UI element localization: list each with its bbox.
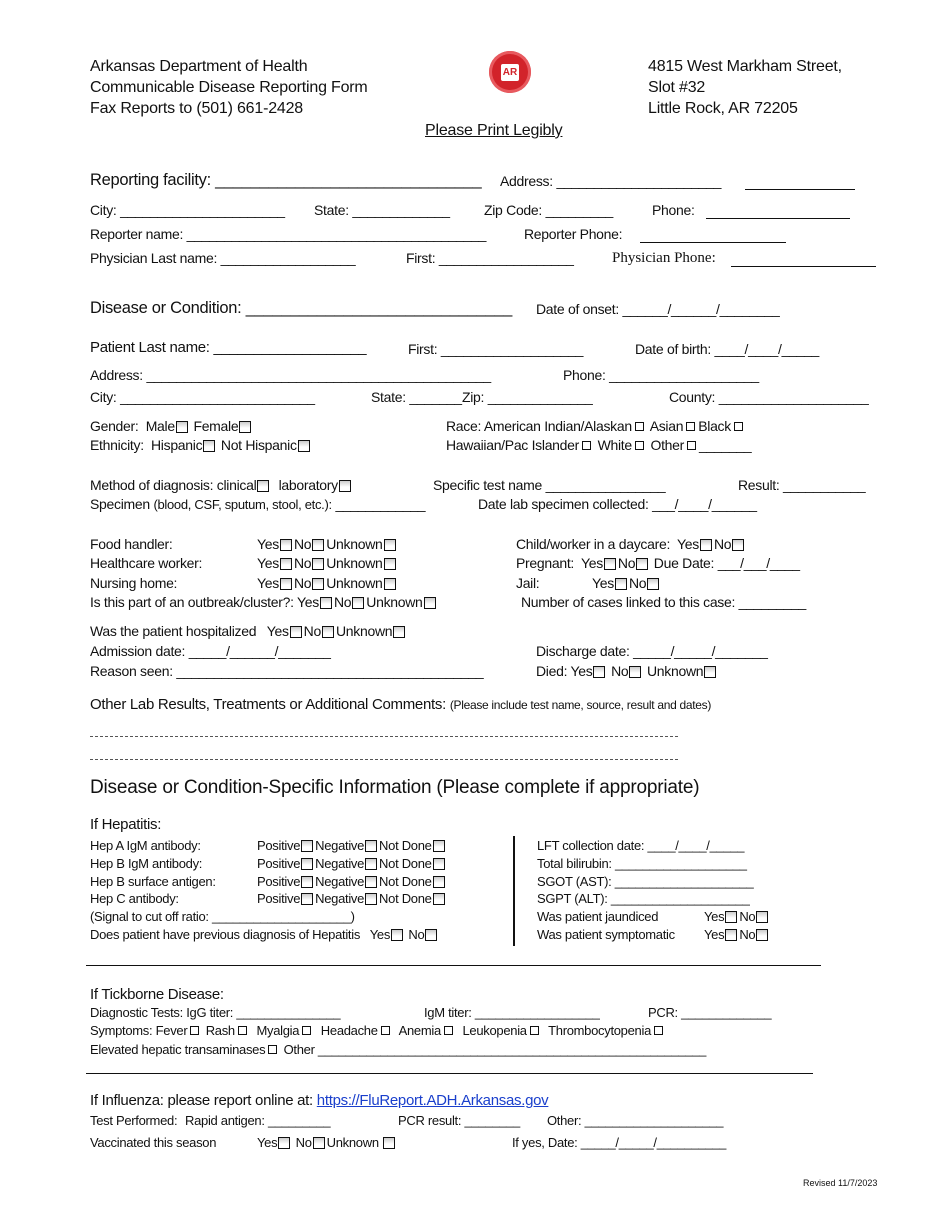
vaccination-date-field[interactable]: If yes, Date: _____/_____/__________ (512, 1135, 726, 1150)
leukopenia-label: Leukopenia (462, 1023, 527, 1038)
food-handler-unknown-checkbox[interactable] (384, 539, 396, 551)
hep-a-options (257, 837, 447, 855)
hep-b-igm-label: Hep B IgM antibody: (90, 856, 203, 871)
no-label: No (713, 536, 732, 552)
unknown-label: Unknown (646, 663, 704, 679)
reason-seen-field[interactable]: Reason seen: _________________________________________ (90, 663, 484, 679)
food-handler-options (257, 535, 398, 553)
pregnant-yes-checkbox[interactable] (604, 558, 616, 570)
flu-other-field[interactable]: Other: ____________________ (547, 1113, 724, 1128)
facility-address-field[interactable]: Address: ______________________ (500, 173, 722, 189)
black-label: Black (698, 418, 731, 434)
patient-state-field[interactable]: State: _______ (371, 389, 462, 405)
phone-field[interactable] (706, 218, 850, 219)
sgot-field[interactable]: SGOT (AST): ____________________ (537, 874, 754, 889)
date-of-onset-field[interactable]: Date of onset: ______/______/________ (536, 301, 780, 317)
comments-line-1[interactable] (90, 736, 678, 737)
result-field[interactable]: Result: ___________ (738, 477, 866, 493)
sgpt-field[interactable]: SGPT (ALT): ____________________ (537, 891, 750, 906)
fax-number: Fax Reports to (501) 661-2428 (90, 100, 303, 117)
reporter-phone-field[interactable] (640, 242, 786, 243)
hospitalized-label: Was the patient hospitalized (90, 623, 257, 639)
white-label: White (597, 437, 632, 453)
daycare-no-checkbox[interactable] (732, 539, 744, 551)
patient-county-field[interactable]: County: ____________________ (669, 389, 869, 405)
fever-label: Fever (155, 1023, 188, 1038)
nursing-no-checkbox[interactable] (312, 578, 324, 590)
hep-b-igm-negative-checkbox[interactable] (365, 858, 377, 870)
no-label: No (303, 623, 321, 639)
zip-field[interactable]: Zip Code: _________ (484, 202, 613, 218)
signal-cutoff-ratio-field[interactable]: (Signal to cut off ratio: ____________________) (90, 909, 355, 924)
positive-label: Positive (257, 856, 301, 871)
died-label: Died: (536, 663, 568, 679)
jail-no-checkbox[interactable] (647, 578, 659, 590)
tickborne-other-field[interactable]: Other ________________________________________________________ (283, 1042, 706, 1057)
igm-titer-field[interactable]: IgM titer: __________________ (424, 1005, 600, 1020)
pcr-result-field[interactable]: PCR result: ________ (398, 1113, 520, 1128)
specimen-hint: (blood, CSF, sputum, stool, etc.): (153, 497, 332, 512)
female-checkbox[interactable] (239, 421, 251, 433)
food-handler-no-checkbox[interactable] (312, 539, 324, 551)
race-row-2 (446, 436, 751, 454)
healthcare-worker-label: Healthcare worker: (90, 555, 203, 571)
specimen-field[interactable]: ____________ (335, 496, 426, 512)
date-specimen-collected-field[interactable]: Date lab specimen collected: ___/____/______ (478, 496, 757, 512)
healthcare-unknown-checkbox[interactable] (384, 558, 396, 570)
hepatitis-heading: If Hepatitis: (90, 816, 162, 833)
black-checkbox[interactable] (734, 422, 743, 431)
unknown-label: Unknown (326, 575, 383, 591)
yes-label: Yes (580, 555, 603, 571)
unknown-label: Unknown (335, 623, 393, 639)
hep-c-antibody-label: Hep C antibody: (90, 891, 179, 906)
no-label: No (293, 536, 312, 552)
section-divider (86, 965, 821, 966)
american-indian-checkbox[interactable] (635, 422, 644, 431)
previous-hepatitis-label: Does patient have previous diagnosis of Hepatitis (90, 927, 361, 942)
race-row (446, 417, 746, 435)
hep-b-surface-positive-checkbox[interactable] (301, 876, 313, 888)
hep-b-igm-options (257, 855, 447, 873)
other-race-checkbox[interactable] (687, 441, 696, 450)
specimen-row (90, 495, 425, 514)
address-underline (745, 189, 855, 190)
healthcare-worker-options (257, 554, 398, 572)
headache-label: Headache (320, 1023, 378, 1038)
disease-condition-field[interactable]: Disease or Condition: ______________________________ (90, 299, 513, 317)
clinical-label: Method of diagnosis: clinical (90, 477, 257, 493)
outbreak-row (90, 593, 438, 611)
yes-label: Yes (592, 575, 614, 591)
city-field[interactable]: City: ______________________ (90, 202, 285, 218)
jail-label: Jail: (516, 575, 540, 591)
reporter-name-field[interactable]: Reporter name: ________________________________________ (90, 226, 487, 242)
comments-label: Other Lab Results, Treatments or Additional Comments: (90, 696, 446, 713)
symptomatic-label: Was patient symptomatic (537, 927, 675, 942)
male-checkbox[interactable] (176, 421, 188, 433)
address-line-2: Slot #32 (648, 79, 706, 96)
not-done-label: Not Done (379, 874, 432, 889)
elevated-row (90, 1041, 706, 1059)
adh-logo (489, 51, 531, 93)
thrombocytopenia-label: Thrombocytopenia (548, 1023, 651, 1038)
female-label: Female (193, 418, 239, 434)
headache-checkbox[interactable] (381, 1026, 390, 1035)
myalgia-checkbox[interactable] (302, 1026, 311, 1035)
unknown-label: Unknown (366, 594, 423, 610)
jaundiced-no-checkbox[interactable] (756, 911, 768, 923)
address-line-1: 4815 West Markham Street, (648, 58, 842, 75)
no-label: No (293, 555, 312, 571)
previous-hepatitis-row (90, 926, 439, 944)
hep-c-options (257, 890, 447, 908)
admission-date-field[interactable]: Admission date: _____/______/_______ (90, 643, 331, 659)
no-label: No (333, 594, 352, 610)
no-label: No (739, 909, 756, 924)
not-done-label: Not Done (379, 891, 432, 906)
symptoms-row (90, 1022, 666, 1040)
healthcare-no-checkbox[interactable] (312, 558, 324, 570)
hispanic-checkbox[interactable] (203, 440, 215, 452)
test-performed-label: Test Performed: (90, 1113, 178, 1128)
other-race-label: Other (650, 437, 684, 453)
asian-checkbox[interactable] (686, 422, 695, 431)
symptomatic-options (704, 926, 770, 944)
patient-phone-field[interactable]: Phone: ____________________ (563, 367, 759, 383)
hawaiian-label: Hawaiian/Pac Islander (446, 437, 579, 453)
laboratory-checkbox[interactable] (339, 480, 351, 492)
no-label: No (295, 1135, 312, 1150)
died-yes-checkbox[interactable] (593, 666, 605, 678)
not-done-label: Not Done (379, 838, 432, 853)
jaundiced-options (704, 908, 770, 926)
ethnicity-row (90, 436, 312, 454)
address-line-3: Little Rock, AR 72205 (648, 100, 798, 117)
thrombocytopenia-checkbox[interactable] (654, 1026, 663, 1035)
negative-label: Negative (315, 874, 365, 889)
elevated-transaminases-label: Elevated hepatic transaminases (90, 1042, 266, 1057)
nursing-yes-checkbox[interactable] (280, 578, 292, 590)
gender-row (90, 417, 253, 435)
outbreak-unknown-checkbox[interactable] (424, 597, 436, 609)
hep-c-not-done-checkbox[interactable] (433, 893, 445, 905)
yes-label: Yes (297, 594, 319, 610)
died-no-checkbox[interactable] (629, 666, 641, 678)
cases-linked-field[interactable]: Number of cases linked to this case: _________ (521, 594, 807, 610)
hepatitis-column-divider (513, 836, 515, 946)
laboratory-label: laboratory (278, 477, 338, 493)
outbreak-yes-checkbox[interactable] (320, 597, 332, 609)
org-name: Arkansas Department of Health (90, 58, 308, 75)
reporter-phone-label: Reporter Phone: (524, 226, 623, 242)
yes-label: Yes (704, 909, 725, 924)
pregnant-no-checkbox[interactable] (636, 558, 648, 570)
jail-yes-checkbox[interactable] (615, 578, 627, 590)
hep-b-igm-not-done-checkbox[interactable] (433, 858, 445, 870)
due-date-field[interactable]: Due Date: ___/___/____ (653, 555, 800, 571)
physician-last-name-field[interactable]: Physician Last name: __________________ (90, 250, 356, 266)
patient-first-name-field[interactable]: First: ___________________ (408, 341, 584, 357)
physician-first-name-field[interactable]: First: __________________ (406, 250, 574, 266)
rapid-antigen-field[interactable]: Rapid antigen: _________ (185, 1113, 331, 1128)
unknown-label: Unknown (326, 555, 383, 571)
diagnosis-method-row (90, 476, 353, 494)
reporting-facility-field[interactable]: Reporting facility: ______________________________ (90, 171, 482, 189)
pregnant-row (516, 554, 800, 572)
hawaiian-checkbox[interactable] (582, 441, 591, 450)
nursing-home-label: Nursing home: (90, 575, 178, 591)
not-hispanic-label: Not Hispanic (220, 437, 297, 453)
form-title: Communicable Disease Reporting Form (90, 79, 368, 96)
patient-last-name-field[interactable]: Patient Last name: ___________________ (90, 339, 367, 356)
flu-report-link[interactable]: https://FluReport.ADH.Arkansas.gov (316, 1092, 549, 1109)
food-handler-yes-checkbox[interactable] (280, 539, 292, 551)
discharge-date-field[interactable]: Discharge date: _____/_____/_______ (536, 643, 768, 659)
hep-b-surface-options (257, 873, 447, 891)
specific-test-name-field[interactable]: Specific test name ________________ (433, 477, 666, 493)
jaundiced-yes-checkbox[interactable] (725, 911, 737, 923)
anemia-checkbox[interactable] (444, 1026, 453, 1035)
hep-b-igm-positive-checkbox[interactable] (301, 858, 313, 870)
hospitalized-unknown-checkbox[interactable] (393, 626, 405, 638)
hep-a-not-done-checkbox[interactable] (433, 840, 445, 852)
yes-label: Yes (266, 623, 289, 639)
daycare-row (516, 535, 746, 553)
comments-hint: (Please include test name, source, result and dates) (449, 698, 712, 712)
outbreak-no-checkbox[interactable] (352, 597, 364, 609)
asian-label: Asian (649, 418, 684, 434)
hep-c-negative-checkbox[interactable] (365, 893, 377, 905)
previous-hepatitis-no-checkbox[interactable] (425, 929, 437, 941)
total-bilirubin-field[interactable]: Total bilirubin: ___________________ (537, 856, 747, 871)
hospitalized-yes-checkbox[interactable] (290, 626, 302, 638)
pregnant-label: Pregnant: (516, 555, 575, 571)
specific-info-heading: Disease or Condition-Specific Information (Please complete if appropriate) (90, 777, 700, 798)
yes-label: Yes (257, 1135, 278, 1150)
yes-label: Yes (257, 555, 279, 571)
vaccinated-unknown-checkbox[interactable] (383, 1137, 395, 1149)
negative-label: Negative (315, 856, 365, 871)
revised-date: Revised 11/7/2023 (803, 1178, 878, 1188)
hep-c-positive-checkbox[interactable] (301, 893, 313, 905)
date-of-birth-field[interactable]: Date of birth: ____/____/_____ (635, 341, 820, 357)
gender-label: Gender: (90, 418, 139, 434)
no-label: No (293, 575, 312, 591)
other-race-field[interactable]: _______ (699, 437, 752, 453)
race-american-indian-label: Race: American Indian/Alaskan (446, 418, 632, 434)
yes-label: Yes (677, 536, 699, 552)
unknown-label: Unknown (326, 536, 383, 552)
tickborne-heading: If Tickborne Disease: (90, 986, 224, 1003)
myalgia-label: Myalgia (256, 1023, 300, 1038)
physician-phone-label: Physician Phone: (612, 250, 716, 266)
vaccinated-label: Vaccinated this season (90, 1135, 217, 1150)
vaccinated-no-checkbox[interactable] (313, 1137, 325, 1149)
symptomatic-no-checkbox[interactable] (756, 929, 768, 941)
positive-label: Positive (257, 891, 301, 906)
hospitalized-row (90, 622, 407, 640)
hep-a-negative-checkbox[interactable] (365, 840, 377, 852)
rash-checkbox[interactable] (238, 1026, 247, 1035)
no-label: No (408, 927, 425, 942)
state-field[interactable]: State: _____________ (314, 202, 450, 218)
specimen-label: Specimen (90, 496, 150, 512)
food-handler-label: Food handler: (90, 536, 173, 552)
healthcare-yes-checkbox[interactable] (280, 558, 292, 570)
lft-collection-date-field[interactable]: LFT collection date: ____/____/_____ (537, 838, 745, 853)
clinical-checkbox[interactable] (257, 480, 269, 492)
vaccinated-options (257, 1134, 397, 1152)
hep-b-surface-negative-checkbox[interactable] (365, 876, 377, 888)
physician-phone-field[interactable] (731, 266, 876, 267)
logo-text: AR (501, 64, 519, 81)
comments-line-2[interactable] (90, 759, 678, 760)
yes-label: Yes (257, 575, 279, 591)
not-hispanic-checkbox[interactable] (298, 440, 310, 452)
previous-hepatitis-yes-checkbox[interactable] (391, 929, 403, 941)
outbreak-label: Is this part of an outbreak/cluster?: (90, 594, 294, 610)
no-label: No (617, 555, 636, 571)
white-checkbox[interactable] (635, 441, 644, 450)
pcr-field[interactable]: PCR: _____________ (648, 1005, 772, 1020)
elevated-transaminases-checkbox[interactable] (268, 1045, 277, 1054)
patient-zip-field[interactable]: Zip: ______________ (462, 389, 593, 405)
nursing-home-options (257, 574, 398, 592)
rash-label: Rash (205, 1023, 235, 1038)
nursing-unknown-checkbox[interactable] (384, 578, 396, 590)
negative-label: Negative (315, 838, 365, 853)
not-done-label: Not Done (379, 856, 432, 871)
yes-label: Yes (369, 927, 391, 942)
positive-label: Positive (257, 838, 301, 853)
died-unknown-checkbox[interactable] (704, 666, 716, 678)
vaccinated-yes-checkbox[interactable] (278, 1137, 290, 1149)
no-label: No (628, 575, 647, 591)
patient-address-field[interactable]: Address: ______________________________________________ (90, 367, 491, 383)
symptomatic-yes-checkbox[interactable] (725, 929, 737, 941)
hispanic-label: Hispanic (151, 437, 203, 453)
comments-row (90, 696, 711, 714)
hep-a-igm-label: Hep A IgM antibody: (90, 838, 201, 853)
hep-a-positive-checkbox[interactable] (301, 840, 313, 852)
negative-label: Negative (315, 891, 365, 906)
print-legibly-note: Please Print Legibly (425, 122, 563, 139)
section-divider (86, 1073, 813, 1074)
hep-b-surface-not-done-checkbox[interactable] (433, 876, 445, 888)
unknown-label: Unknown (326, 1135, 379, 1150)
yes-label: Yes (570, 663, 593, 679)
symptoms-label: Symptoms: (90, 1023, 153, 1038)
influenza-row (90, 1092, 548, 1110)
patient-city-field[interactable]: City: __________________________ (90, 389, 315, 405)
died-row (536, 662, 718, 680)
daycare-yes-checkbox[interactable] (700, 539, 712, 551)
male-label: Male (145, 418, 175, 434)
positive-label: Positive (257, 874, 301, 889)
hospitalized-no-checkbox[interactable] (322, 626, 334, 638)
jail-row (516, 574, 661, 592)
no-label: No (611, 663, 629, 679)
leukopenia-checkbox[interactable] (530, 1026, 539, 1035)
igg-titer-field[interactable]: Diagnostic Tests: IgG titer: _______________ (90, 1005, 341, 1020)
yes-label: Yes (704, 927, 725, 942)
phone-label: Phone: (652, 202, 695, 218)
influenza-heading: If Influenza: please report online at: (90, 1092, 313, 1109)
no-label: No (739, 927, 756, 942)
yes-label: Yes (257, 536, 279, 552)
ethnicity-label: Ethnicity: (90, 437, 144, 453)
jaundiced-label: Was patient jaundiced (537, 909, 659, 924)
fever-checkbox[interactable] (190, 1026, 199, 1035)
hep-b-surface-label: Hep B surface antigen: (90, 874, 216, 889)
anemia-label: Anemia (398, 1023, 441, 1038)
daycare-label: Child/worker in a daycare: (516, 536, 671, 552)
